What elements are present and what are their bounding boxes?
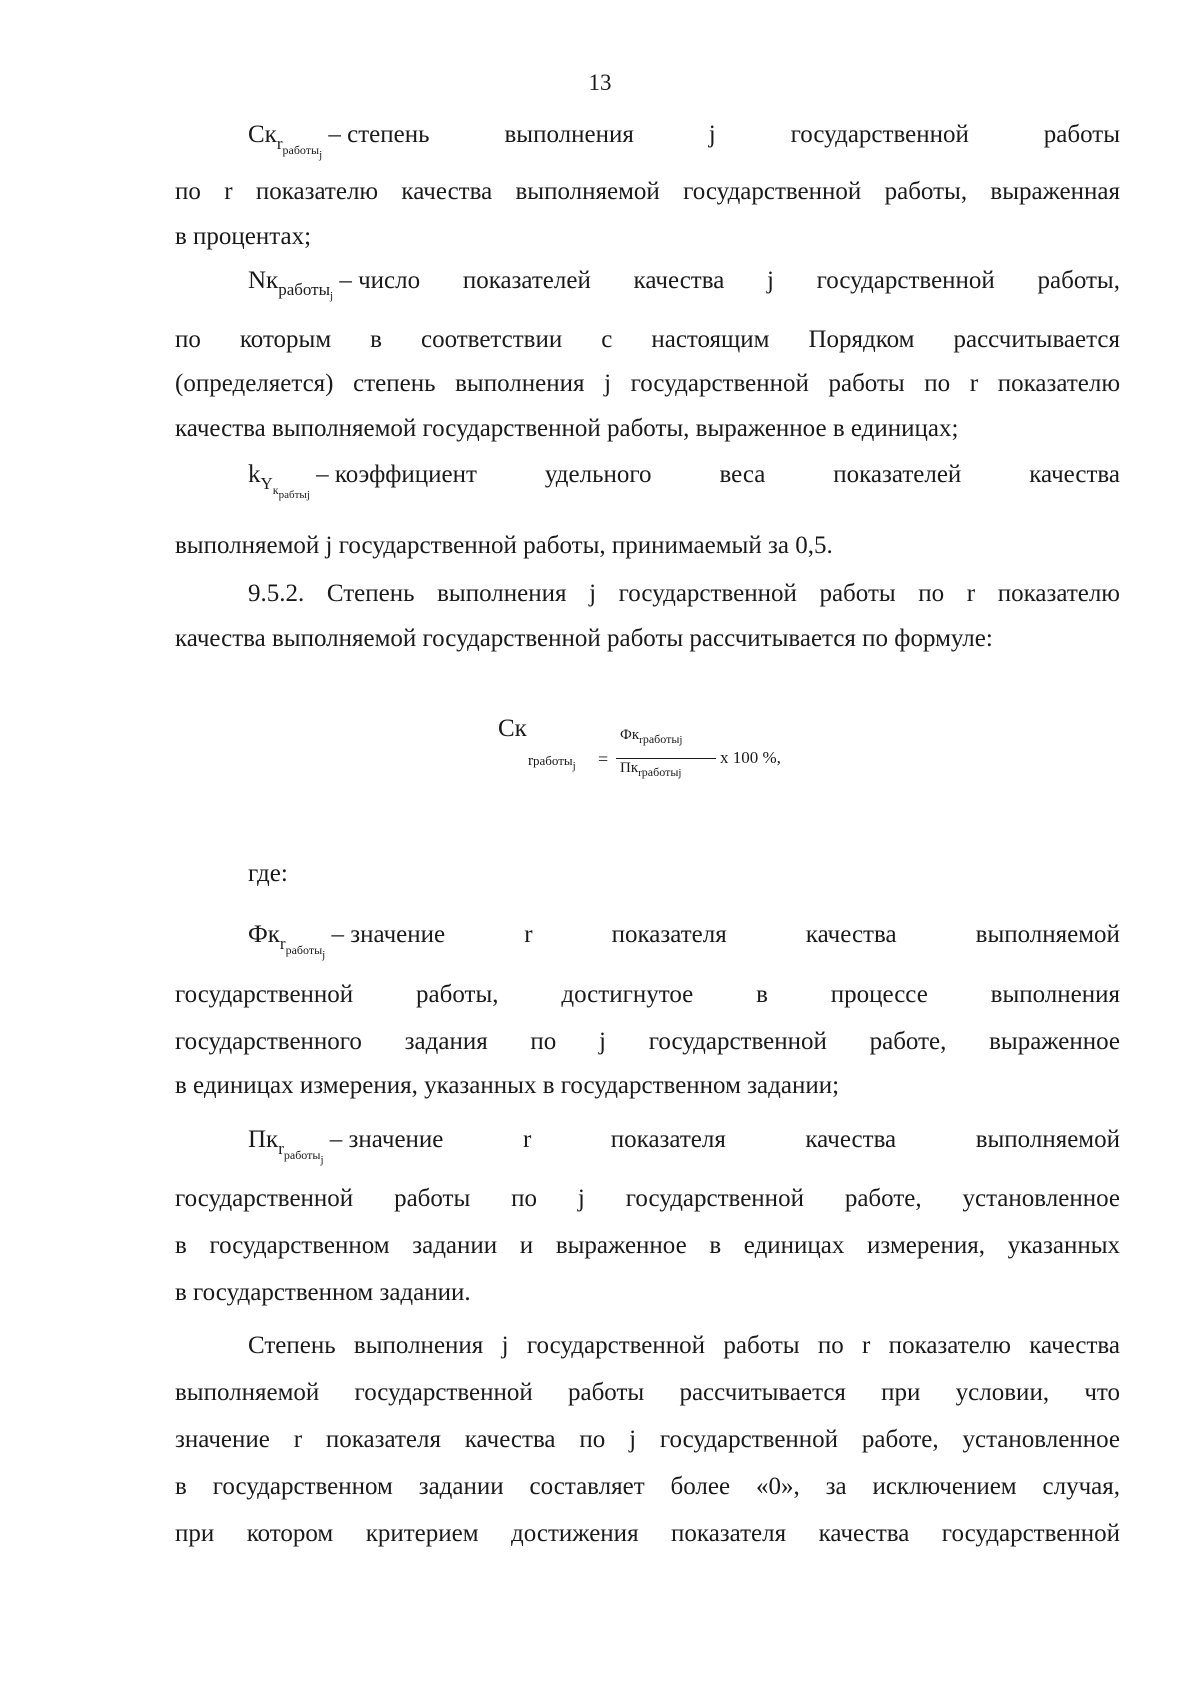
fraction-bar xyxy=(616,758,716,759)
pk-definition-line-3: в государственном задании и выраженное в единицах измерения, указанных xyxy=(175,1232,1120,1259)
where-label: где: xyxy=(248,860,288,887)
final-para-line-4: в государственном задании составляет более «0», за исключением случая, xyxy=(175,1473,1120,1500)
fk-definition-line-1: $Фк_{r_{работыj}}$ – значение r показателя качества выполняемой xyxy=(175,920,1120,970)
formula-denominator: $Пк_{rработыj}$ xyxy=(620,760,682,779)
word: j xyxy=(766,267,774,294)
ky-definition-line-1: $k_{Y_{крабтыj}}$ – коэффициент удельного веса показателей качества xyxy=(175,460,1120,510)
word: выполнения xyxy=(504,121,634,148)
ck-definition-line-1 xyxy=(175,120,1120,170)
fk-definition-line-2: государственной работы, достигнутое в процессе выполнения xyxy=(175,981,1120,1008)
fk-symbol: $Фк_{r_{работыj}}$ – значение xyxy=(248,921,446,961)
pk-definition-line-4: в государственном задании. xyxy=(175,1279,471,1306)
pk-symbol: $Пк_{r_{работыj}}$ – значение xyxy=(248,1126,444,1166)
word: j xyxy=(708,121,716,148)
ck-definition-line-3: в процентах; xyxy=(175,223,312,250)
formula-lhs: Ск xyxy=(498,715,527,742)
final-para-line-5: при котором критерием достижения показателя качества государственной xyxy=(175,1520,1120,1547)
pk-definition-line-2: государственной работы по j государственной работе, установленное xyxy=(175,1185,1120,1212)
word: качества xyxy=(633,267,725,294)
word: показателей xyxy=(462,267,591,294)
ck-symbol: $Ск_{r_{работыj}}$ – степень xyxy=(248,121,430,161)
final-para-line-2: выполняемой государственной работы рассчитывается при условии, что xyxy=(175,1379,1120,1406)
nk-definition-line-1 xyxy=(175,266,1120,311)
formula-tail: x 100 %, xyxy=(720,748,781,767)
word: работы, xyxy=(1037,267,1120,294)
ky-definition-line-2: выполняемой j государственной работы, принимаемый за 0,5. xyxy=(175,532,833,559)
nk-definition-line-4: качества выполняемой государственной работы, выраженное в единицах; xyxy=(175,415,959,442)
final-para-line-1: Степень выполнения j государственной работы по r показателю качества xyxy=(248,1332,1120,1359)
word: государственной xyxy=(816,267,995,294)
page-number: 13 xyxy=(588,70,612,95)
final-para-line-3: значение r показателя качества по j государственной работе, установленное xyxy=(175,1426,1120,1453)
para-9-5-2-line-1: 9.5.2. Степень выполнения j государственной работы по r показателю xyxy=(248,580,1120,607)
formula-equals: = xyxy=(598,749,609,769)
nk-definition-line-3: (определяется) степень выполнения j государственной работы по r показателю xyxy=(175,370,1120,397)
pk-definition-line-1: $Пк_{r_{работыj}}$ – значение r показателя качества выполняемой xyxy=(175,1125,1120,1175)
para-9-5-2-line-2: качества выполняемой государственной работы рассчитывается по формуле: xyxy=(175,625,993,652)
formula-lhs-sub: rработы$_j$ xyxy=(528,753,576,772)
ky-symbol: $k_{Y_{крабтыj}}$ – коэффициент xyxy=(248,461,477,501)
fk-definition-line-3: государственного задания по j государственной работе, выраженное xyxy=(175,1028,1120,1055)
word: государственной xyxy=(790,121,969,148)
nk-symbol: $Nк_{работы_j}$ – число xyxy=(248,267,421,302)
fk-definition-line-4: в единицах измерения, указанных в государственном задании; xyxy=(175,1072,840,1099)
nk-definition-line-2: по которым в соответствии с настоящим Порядком рассчитывается xyxy=(175,326,1120,353)
formula xyxy=(480,715,840,795)
word: работы xyxy=(1043,121,1120,148)
ck-definition-line-2: по r показателю качества выполняемой государственной работы, выраженная xyxy=(175,178,1120,205)
formula-numerator: $Фк_{rработыj}$ xyxy=(620,727,683,746)
